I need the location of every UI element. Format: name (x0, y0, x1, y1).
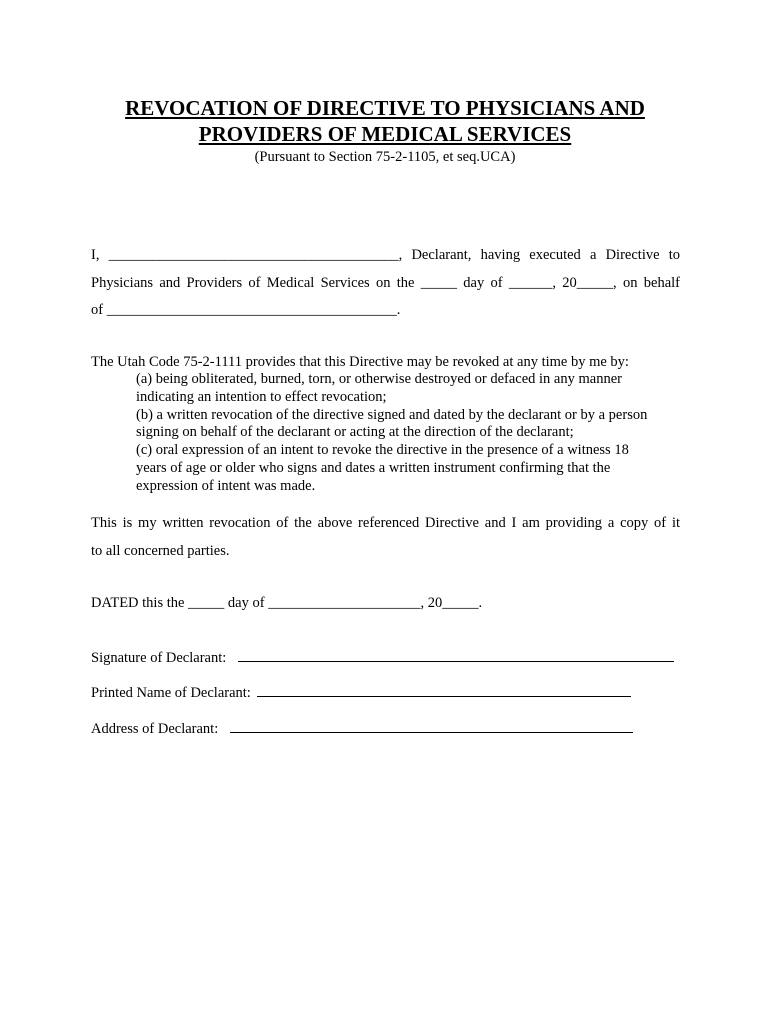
revocation-methods-list (136, 371, 696, 496)
clause-c-line: expression of intent was made. (136, 477, 316, 494)
signature-field[interactable] (238, 648, 674, 662)
document-subtitle: (Pursuant to Section 75-2-1105, et seq.UCA) (254, 149, 516, 165)
clause-a-line: (a) being obliterated, burned, torn, or otherwise destroyed or defaced in any manner (136, 371, 622, 387)
clause-b-line: signing on behalf of the declarant or acting at the direction of the declarant; (136, 424, 574, 441)
signature-label: Signature of Declarant: (91, 650, 227, 666)
clause-a-line: indicating an intention to effect revocation; (136, 388, 387, 405)
dated-line: DATED this the _____ day of _____________________, 20_____. (91, 595, 483, 611)
revocation-line: This is my written revocation of the above referenced Directive and I am providing a copy of it (91, 515, 680, 531)
printed-name-row (91, 683, 631, 702)
intro-line: of ________________________________________. (91, 302, 401, 318)
clause-c-line: years of age or older who signs and dates a written instrument confirming that the (136, 459, 611, 476)
document-title-line-1: REVOCATION OF DIRECTIVE TO PHYSICIANS AND (125, 96, 645, 120)
revocation-line: to all concerned parties. (91, 542, 230, 559)
utah-code-lead: The Utah Code 75-2-1111 provides that this Directive may be revoked at any time by me by: (91, 354, 629, 370)
clause-c-line: (c) oral expression of an intent to revoke the directive in the presence of a witness 18 (136, 442, 629, 459)
signature-row (91, 648, 674, 667)
clause-b-line: (b) a written revocation of the directive signed and dated by the declarant or by a person (136, 406, 648, 423)
document-title-line-2: PROVIDERS OF MEDICAL SERVICES (198, 122, 572, 146)
declarant-intro-paragraph (91, 242, 680, 325)
written-revocation-paragraph (91, 510, 680, 565)
intro-line: Physicians and Providers of Medical Services on the _____ day of ______, 20_____, on behalf (91, 274, 680, 291)
address-label: Address of Declarant: (91, 721, 219, 737)
intro-line: I, ________________________________________, Declarant, having executed a Directive to (91, 247, 680, 263)
address-row (91, 719, 633, 738)
printed-name-label: Printed Name of Declarant: (91, 685, 251, 701)
address-field[interactable] (230, 719, 633, 733)
printed-name-field[interactable] (257, 683, 631, 697)
